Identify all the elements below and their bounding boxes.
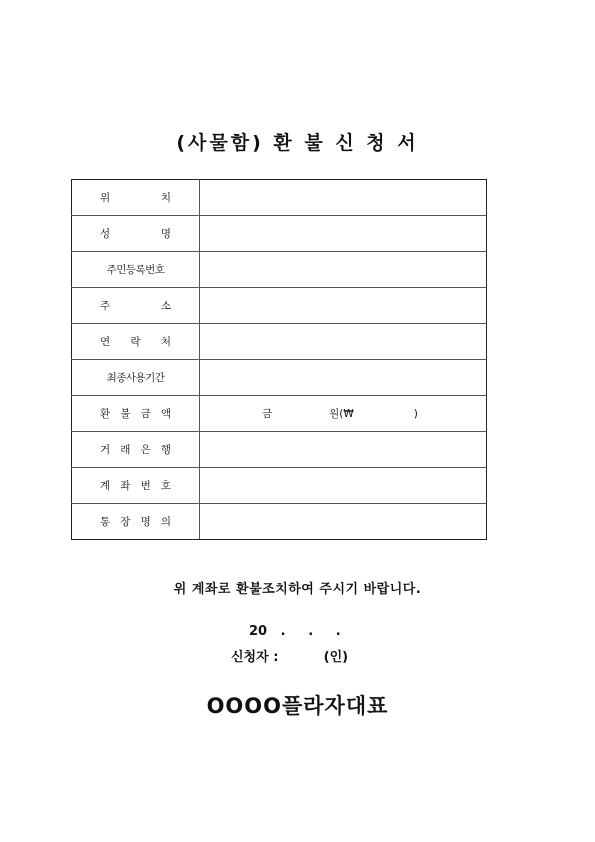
amount-won-label: 원(₩: [329, 408, 354, 420]
form-label-cell: [72, 180, 200, 216]
form-row: [72, 360, 487, 396]
form-value-field[interactable]: [200, 468, 487, 504]
form-row: [72, 252, 487, 288]
form-value-field[interactable]: [200, 288, 487, 324]
form-label-cell: [72, 252, 200, 288]
form-label-text: 치: [160, 192, 171, 204]
organization-name: OOOO플라자대표: [206, 694, 389, 718]
form-row: [72, 324, 487, 360]
form-label-text: 계: [100, 480, 111, 492]
form-label-cell: [72, 288, 200, 324]
form-label-text: 소: [160, 300, 171, 312]
form-label-text: 처: [160, 336, 171, 348]
form-label-text: 의: [160, 516, 171, 528]
form-label-text: 환: [100, 408, 111, 420]
form-label-text: 은: [140, 444, 151, 456]
form-label-text: 장: [120, 516, 131, 528]
form-row: [72, 180, 487, 216]
form-label-text: 호: [160, 480, 171, 492]
form-label-text: 연: [100, 336, 111, 348]
form-label-text: 명: [140, 516, 151, 528]
form-label-text: 좌: [120, 480, 131, 492]
form-label-text: 금: [140, 408, 151, 420]
form-label-cell: [72, 216, 200, 252]
form-label-text: 명: [160, 228, 171, 240]
form-row: [72, 288, 487, 324]
form-label-text: 액: [160, 408, 171, 420]
form-row: [72, 504, 487, 540]
form-label-cell: [72, 432, 200, 468]
form-row: [72, 432, 487, 468]
form-label-text: 위: [100, 192, 111, 204]
form-label-text: 성: [100, 228, 111, 240]
form-value-field[interactable]: [200, 180, 487, 216]
form-title: (사물함) 환 불 신 청 서: [176, 132, 419, 154]
refund-amount-field[interactable]: [200, 396, 487, 432]
form-value-field[interactable]: [200, 504, 487, 540]
form-label-cell: [72, 504, 200, 540]
amount-currency-label: 금: [262, 408, 273, 420]
form-label-text: 거: [100, 444, 111, 456]
request-statement: 위 계좌로 환불조치하여 주시기 바랍니다.: [173, 582, 422, 597]
form-value-field[interactable]: [200, 432, 487, 468]
form-row: [72, 216, 487, 252]
form-label-cell: [72, 468, 200, 504]
form-row: [72, 468, 487, 504]
form-label-text: 불: [120, 408, 131, 420]
form-row: [72, 396, 487, 432]
form-label-text: 통: [100, 516, 111, 528]
date-line: 20 . . .: [249, 624, 341, 639]
applicant-signature-line: 신청자 : (인): [231, 650, 349, 665]
form-label-text: 주민등록번호: [106, 264, 165, 276]
form-value-field[interactable]: [200, 252, 487, 288]
form-value-field[interactable]: [200, 324, 487, 360]
form-label-text: 주: [100, 300, 111, 312]
refund-form-table: [71, 179, 487, 540]
form-label-cell: [72, 360, 200, 396]
form-label-text: 번: [140, 480, 151, 492]
form-label-cell: [72, 396, 200, 432]
form-label-cell: [72, 324, 200, 360]
form-label-text: 래: [120, 444, 131, 456]
amount-close-paren: ): [413, 407, 418, 420]
form-label-text: 최종사용기간: [106, 372, 165, 384]
form-label-text: 행: [160, 444, 171, 456]
form-label-text: 락: [130, 336, 141, 348]
form-value-field[interactable]: [200, 216, 487, 252]
form-value-field[interactable]: [200, 360, 487, 396]
